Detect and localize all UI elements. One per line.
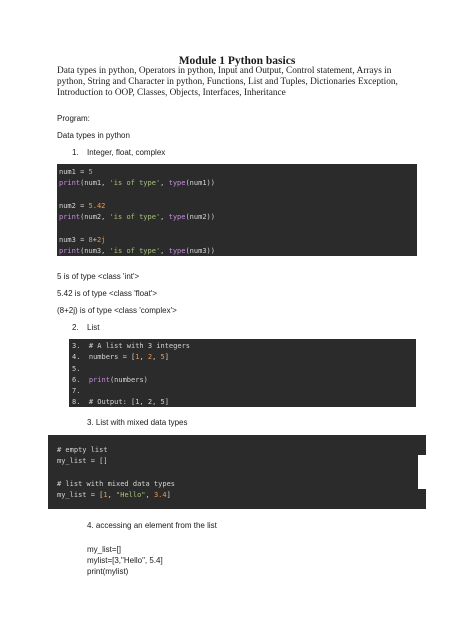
code-line [57, 445, 426, 456]
code-text: # list with mixed data types [57, 479, 176, 488]
code-line [72, 341, 416, 352]
code-text: 4. numbers = [1, 2, 5] [72, 353, 169, 362]
code-text: print(num3, 'is of type', type(num3)) [59, 247, 215, 256]
intro-line: Data types in python, Operators in python, Input and Output, Control statement, Arrays in [57, 66, 392, 76]
page-title: Module 1 Python basics [178, 55, 296, 67]
code-line [72, 375, 416, 386]
code-text: 3. # A list with 3 integers [72, 342, 191, 350]
code-line [59, 190, 417, 201]
list-item-text: 3. List with mixed data types [87, 418, 188, 427]
code-line [57, 479, 426, 490]
code-text: # empty list [57, 446, 108, 454]
code-line [72, 364, 416, 375]
code-text: num3 = 8+2j [59, 235, 106, 244]
section-label: Data types in python [57, 131, 130, 140]
code-line [72, 397, 416, 407]
list-item-text: Integer, float, complex [87, 148, 166, 157]
program-label: Program: [57, 114, 90, 123]
code-line [57, 490, 426, 501]
code-text: print(num2, 'is of type', type(num2)) [59, 213, 215, 222]
code-line [57, 468, 426, 479]
code-block-edge [418, 455, 426, 489]
list-item-number: 2. [72, 323, 79, 332]
code-block-mixed-list [48, 435, 426, 509]
code-text: 5. [72, 364, 81, 373]
code-line [59, 167, 417, 178]
intro-line: Introduction to OOP, Classes, Objects, Interfaces, Inheritance [57, 88, 286, 99]
code-text: 7. [72, 387, 81, 396]
code-line [59, 235, 417, 246]
code-text: print(num1, 'is of type', type(num1)) [59, 179, 215, 188]
code-line [59, 223, 417, 234]
list-item-number: 1. [72, 148, 79, 157]
code-block-numbers [57, 164, 417, 256]
code-text: 6. print(numbers) [72, 375, 148, 384]
list-item-text: 4. accessing an element from the list [87, 521, 217, 530]
code-line [59, 201, 417, 212]
code-line [59, 246, 417, 256]
code-line [57, 456, 426, 467]
plain-code-line: print(mylist) [87, 567, 129, 576]
output-line: (8+2j) is of type <class 'complex'> [57, 306, 177, 315]
output-line: 5.42 is of type <class 'float'> [57, 289, 157, 298]
code-text: num2 = 5.42 [59, 201, 106, 210]
code-line [59, 212, 417, 223]
code-text: my_list = [1, "Hello", 3.4] [57, 491, 171, 500]
intro-paragraph [57, 66, 412, 100]
code-text: num1 = 5 [59, 168, 93, 176]
code-text: my_list = [] [57, 457, 108, 466]
list-item-text: List [87, 323, 100, 332]
code-text: 8. # Output: [1, 2, 5] [72, 398, 169, 407]
intro-line: python, String and Character in python, Functions, List and Tuples, Dictionaries Exception, [57, 77, 398, 88]
code-block-list [69, 339, 416, 407]
output-line: 5 is of type <class 'int'> [57, 272, 140, 281]
code-line [72, 352, 416, 363]
plain-code-line: mylist=[3,"Hello", 5.4] [87, 556, 163, 565]
code-line [59, 178, 417, 189]
plain-code-line: my_list=[] [87, 545, 122, 554]
code-line [72, 386, 416, 397]
